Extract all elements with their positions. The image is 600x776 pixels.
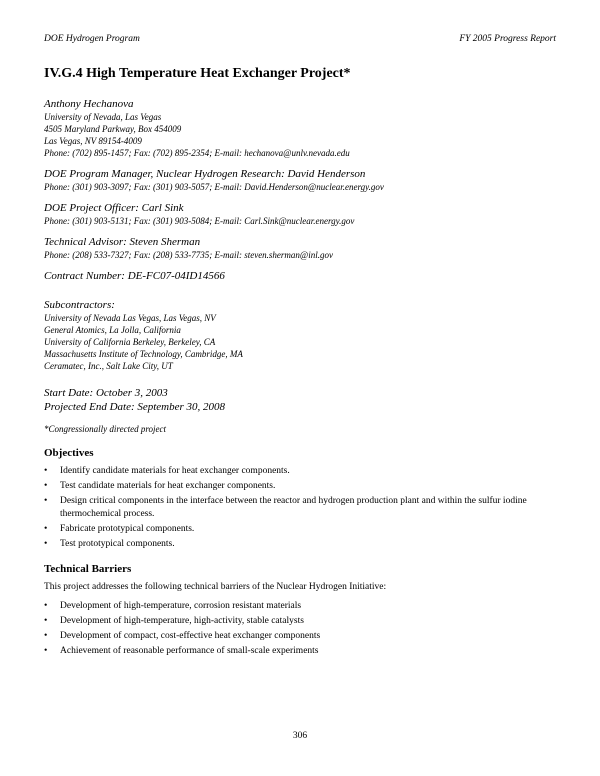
objectives-list (44, 465, 556, 551)
running-header (44, 34, 556, 48)
barrier-text: Achievement of reasonable performance of small-scale experiments (60, 646, 319, 656)
author-address-line-1: 4505 Maryland Parkway, Box 454009 (44, 124, 182, 134)
document-title: IV.G.4 High Temperature Heat Exchanger Project* (44, 66, 351, 81)
start-date: Start Date: October 3, 2003 (44, 387, 168, 399)
bullet-icon: • (44, 481, 48, 491)
barrier-text: Development of high-temperature, high-activity, stable catalysts (60, 616, 304, 626)
subcontractors-heading: Subcontractors: (44, 299, 115, 311)
author-block (44, 98, 556, 159)
header-report: FY 2005 Progress Report (459, 34, 556, 44)
technical-barriers-heading: Technical Barriers (44, 563, 132, 575)
list-item (44, 480, 556, 493)
list-item (44, 523, 556, 536)
program-manager-block (44, 168, 556, 193)
barrier-text: Development of high-temperature, corrosion resistant materials (60, 601, 302, 611)
subcontractor-item: General Atomics, La Jolla, California (44, 325, 181, 335)
end-date: Projected End Date: September 30, 2008 (44, 401, 226, 413)
objective-text: Fabricate prototypical components. (60, 524, 195, 534)
list-item (44, 630, 556, 643)
subcontractor-item: Ceramatec, Inc., Salt Lake City, UT (44, 361, 173, 371)
list-item (44, 600, 556, 613)
page-number: 306 (292, 731, 308, 741)
bullet-icon: • (44, 631, 48, 641)
main-content (44, 66, 556, 670)
author-contact: Phone: (702) 895-1457; Fax: (702) 895-2354; E-mail: hechanova@unlv.nevada.edu (44, 148, 350, 158)
technical-barriers-list (44, 600, 556, 658)
subcontractors-block (44, 299, 556, 372)
objective-text: Test candidate materials for heat exchanger components. (60, 481, 276, 491)
objective-text: Test prototypical components. (60, 539, 175, 549)
bullet-icon: • (44, 646, 48, 656)
technical-barriers-intro: This project addresses the following technical barriers of the Nuclear Hydrogen Initiative: (44, 582, 387, 592)
program-manager-name: DOE Program Manager, Nuclear Hydrogen Research: David Henderson (44, 168, 366, 180)
list-item (44, 465, 556, 478)
list-item (44, 538, 556, 551)
list-item (44, 495, 556, 521)
technical-advisor-name: Technical Advisor: Steven Sherman (44, 236, 201, 248)
project-officer-contact: Phone: (301) 903-5131; Fax: (301) 903-5084; E-mail: Carl.Sink@nuclear.energy.gov (44, 216, 355, 226)
subcontractor-item: University of California Berkeley, Berkeley, CA (44, 337, 216, 347)
objectives-heading: Objectives (44, 447, 94, 459)
objective-text: Identify candidate materials for heat exchanger components. (60, 466, 290, 476)
subcontractor-item: University of Nevada Las Vegas, Las Vegas, NV (44, 313, 216, 323)
objective-text: Design critical components in the interface between the reactor and hydrogen production plant and within the sulfur iodine thermochemical process. (60, 496, 527, 519)
footnote-congressional: *Congressionally directed project (44, 424, 166, 434)
project-officer-block (44, 202, 556, 227)
author-address-line-2: Las Vegas, NV 89154-4009 (44, 136, 142, 146)
bullet-icon: • (44, 496, 48, 506)
technical-advisor-block (44, 236, 556, 261)
list-item (44, 645, 556, 658)
header-program: DOE Hydrogen Program (44, 34, 140, 44)
program-manager-contact: Phone: (301) 903-3097; Fax: (301) 903-5057; E-mail: David.Henderson@nuclear.energy.gov (44, 182, 384, 192)
author-affiliation: University of Nevada, Las Vegas (44, 112, 162, 122)
bullet-icon: • (44, 539, 48, 549)
bullet-icon: • (44, 601, 48, 611)
subcontractor-item: Massachusetts Institute of Technology, Cambridge, MA (44, 349, 243, 359)
bullet-icon: • (44, 466, 48, 476)
project-officer-name: DOE Project Officer: Carl Sink (44, 202, 184, 214)
contract-number: Contract Number: DE-FC07-04ID14566 (44, 270, 225, 282)
bullet-icon: • (44, 616, 48, 626)
barrier-text: Development of compact, cost-effective heat exchanger components (60, 631, 321, 641)
project-dates (44, 386, 556, 414)
bullet-icon: • (44, 524, 48, 534)
list-item (44, 615, 556, 628)
technical-advisor-contact: Phone: (208) 533-7327; Fax: (208) 533-7735; E-mail: steven.sherman@inl.gov (44, 250, 333, 260)
author-name: Anthony Hechanova (44, 98, 134, 110)
